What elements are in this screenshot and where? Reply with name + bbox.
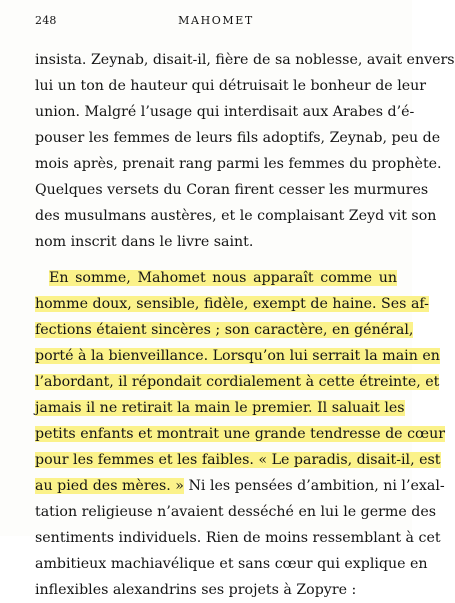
highlighted-text-line [35,317,414,343]
highlight-span: porté à la bienveillance. Lorsqu’on lui serrait la main en [35,348,440,364]
text-span: Ni les pensées d’ambition, ni l’exal- [184,478,445,494]
highlight-span: pour les femmes et les faibles. « Le paradis, disait-il, est [35,452,441,468]
highlighted-text-line [35,265,397,291]
highlighted-text-line [35,369,440,395]
text-line: union. Malgré l’usage qui interdisait aux Arabes d’é- [35,104,415,120]
highlight-span: En somme, Mahomet nous apparaît comme un [49,270,397,286]
highlight-span: l’abordant, il répondait cordialement à cette étreinte, et [35,374,440,390]
text-line: inflexibles alexandrins ses projets à Zopyre : [35,582,357,598]
highlighted-text-line [35,395,405,421]
page-header [35,14,397,32]
highlighted-text-line [35,421,445,447]
text-line: pouser les femmes de leurs fils adoptifs, Zeynab, peu de [35,130,441,146]
text-line [35,473,445,499]
text-line: des musulmans austères, et le complaisant Zeyd vit son [35,208,437,224]
text-line: ambitieux machiavélique et sans cœur qui explique en [35,556,428,572]
page-number: 248 [35,14,57,27]
highlight-span: petits enfants et montrait une grande tendresse de cœur [35,426,445,442]
text-line: Quelques versets du Coran firent cesser les murmures [35,182,429,198]
text-line: lui un ton de hauteur qui détruisait le bonheur de leur [35,78,427,94]
body-text [35,47,455,603]
text-line: nom inscrit dans le livre saint. [35,234,254,250]
running-title: MAHOMET [178,14,254,27]
highlighted-text-line [35,291,429,317]
highlight-span: homme doux, sensible, fidèle, exempt de haine. Ses af- [35,296,429,312]
highlighted-text-line [35,447,441,473]
highlight-span: au pied des mères. » [35,478,184,494]
text-line: insista. Zeynab, disait-il, fière de sa noblesse, avait envers [35,52,455,68]
highlighted-text-line [35,343,440,369]
highlight-span: jamais il ne retirait la main le premier. Il saluait les [35,400,405,416]
text-line: tation religieuse n’avaient desséché en lui le germe des [35,504,437,520]
text-line: mois après, prenait rang parmi les femmes du prophète. [35,156,442,172]
highlight-span: fections étaient sincères ; son caractère, en général, [35,322,414,338]
text-line: sentiments individuels. Rien de moins ressemblant à cet [35,530,441,546]
